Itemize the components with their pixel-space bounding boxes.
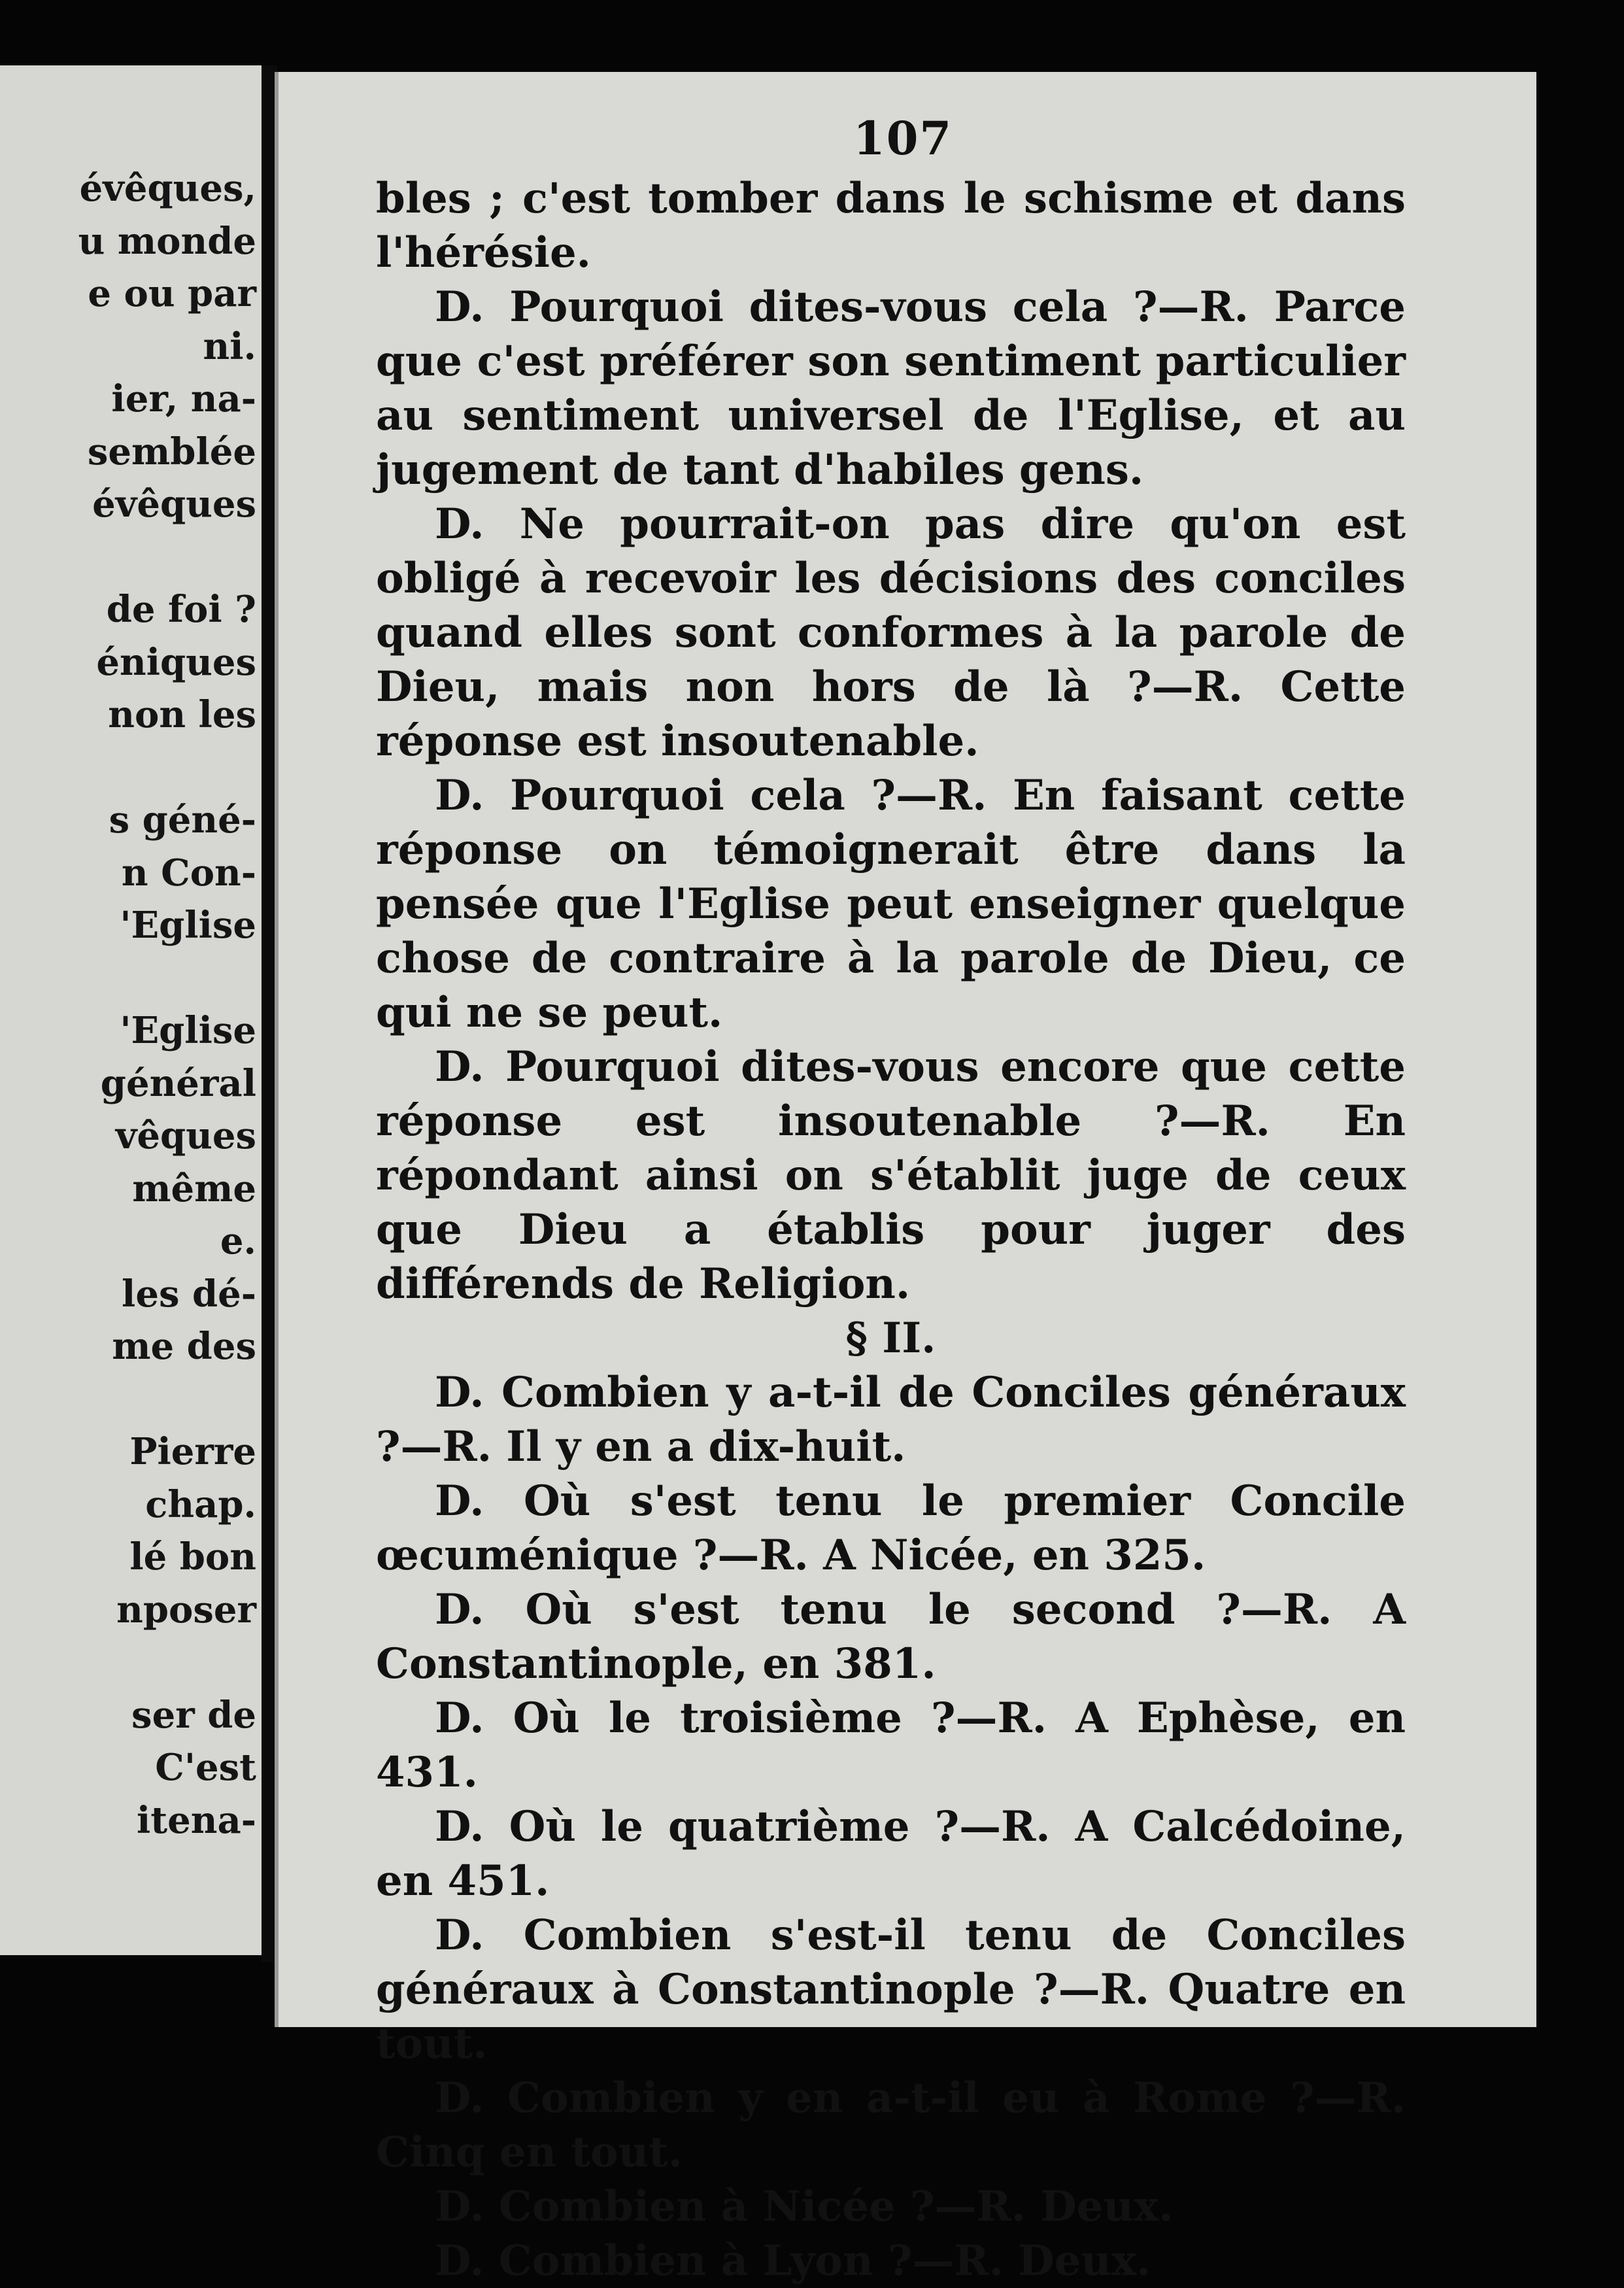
left-page-line: u monde [78,219,256,263]
paragraph: D. Pourquoi cela ?—R. En faisant cette réponse on témoignerait être dans la pensée que l'Eglise peut enseigner quelque chose de contraire à la parole de Dieu, ce qui ne se peut. [376,771,1406,1037]
left-page-line: 'Eglise [120,1009,256,1052]
left-page-line: ier, na- [111,377,256,420]
paragraph: D. Combien y a-t-il de Conciles généraux ?—R. Il y en a dix-huit. [376,1368,1406,1471]
left-page-line: Pierre [129,1430,256,1473]
left-page-line: semblée [87,430,256,473]
left-page-line: lé bon [129,1535,256,1579]
paragraphs-after-section [376,1365,1406,2288]
left-page-line: e. [220,1220,256,1263]
paragraph: D. Où le troisième ?—R. A Ephèse, en 431. [376,1694,1406,1797]
paragraph: D. Combien à Lyon ?—R. Deux. [435,2236,1151,2285]
left-page-line: général [100,1061,256,1105]
paragraph: D. Où le quatrième ?—R. A Calcédoine, en 451. [376,1802,1406,1905]
paragraph: D. Où s'est tenu le second ?—R. A Constantinople, en 381. [376,1585,1406,1688]
left-page-line: éniques [96,640,256,684]
left-page-line: nposer [116,1588,256,1631]
page-body [376,171,1406,2288]
left-page-line: n Con- [121,851,256,895]
paragraph: D. Ne pourrait-on pas dire qu'on est obligé à recevoir les décisions des conciles quand elles sont conformes à la parole de Dieu, mais non hors de là ?—R. Cette réponse est insoutenable. [376,500,1406,766]
paragraph: D. Pourquoi dites-vous encore que cette réponse est insoutenable ?—R. En répondant ainsi on s'établit juge de ceux que Dieu a établis pour juger des différends de Religion. [376,1042,1406,1308]
previous-page-fragment [0,65,262,1955]
paragraph: D. Combien y en a-t-il eu à Rome ?—R. Cinq en tout. [376,2074,1406,2177]
left-page-line: itena- [136,1798,256,1842]
section-heading: § II. [845,1314,936,1363]
left-page-line: non les [108,693,256,736]
paragraph: D. Où s'est tenu le premier Concile œcuménique ?—R. A Nicée, en 325. [376,1477,1406,1580]
left-page-line: C'est [155,1746,256,1789]
left-page-line: de foi ? [106,588,256,631]
paragraph: D. Combien s'est-il tenu de Conciles généraux à Constantinople ?—R. Quatre en tout. [376,1911,1406,2068]
left-page-line: vêques [115,1114,256,1157]
left-page-line: les dé- [122,1272,256,1316]
paragraph: D. Pourquoi dites-vous cela ?—R. Parce que c'est préférer son sentiment particulier au sentiment universel de l'Eglise, et au jugement de tant d'habiles gens. [376,282,1406,494]
paragraphs-before-section [376,171,1406,1311]
left-page-line: évêques [92,483,256,526]
page-number: 107 [853,111,953,165]
paragraph: bles ; c'est tomber dans le schisme et dans l'hérésie. [376,174,1406,277]
left-page-line: même [132,1167,256,1210]
left-page-line: chap. [145,1482,256,1526]
left-page-line: me des [112,1325,256,1368]
left-page-line: e ou par [88,272,256,315]
left-page-line: ni. [203,324,256,368]
left-page-line: 'Eglise [120,904,256,947]
left-page-line: évêques, [79,167,256,210]
paragraph: D. Combien à Nicée ?—R. Deux. [435,2182,1174,2231]
left-page-line: ser de [131,1693,256,1737]
left-page-line: s géné- [109,798,256,842]
